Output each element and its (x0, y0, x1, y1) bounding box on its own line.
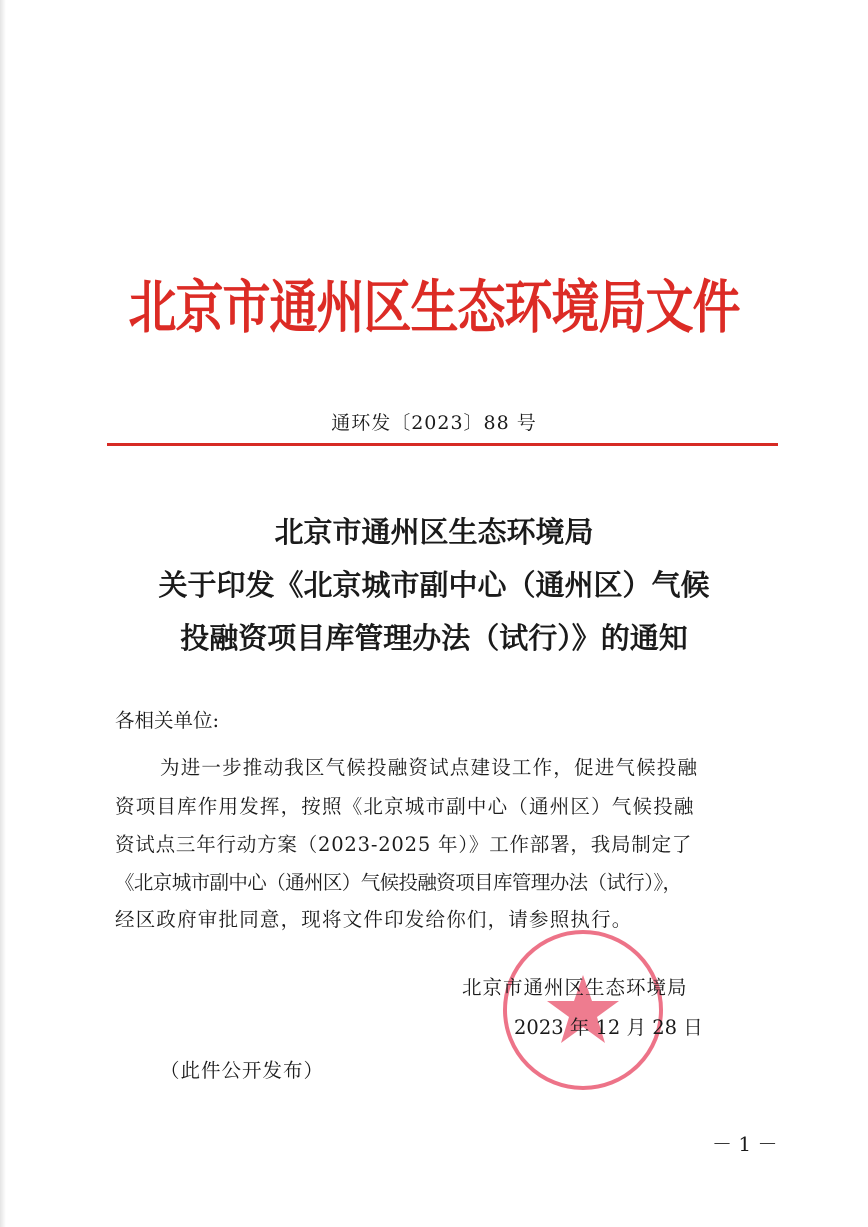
body-line: 为进一步推动我区气候投融资试点建设工作，促进气候投融 (160, 756, 699, 779)
notice-title-line-1: 北京市通州区生态环境局 (274, 515, 594, 549)
page-number: － 1 － (712, 1132, 778, 1156)
official-seal (498, 925, 668, 1095)
notice-title-line-2: 关于印发《北京城市副中心（通州区）气候 (158, 568, 710, 602)
signature-date: 2023 年 12 月 28 日 (514, 1016, 703, 1039)
notice-title-line-3: 投融资项目库管理办法（试行）》的通知 (180, 621, 688, 655)
document-number: 通环发〔2023〕88 号 (331, 412, 537, 434)
body-line: 经区政府审批同意，现将文件印发给你们，请参照执行。 (115, 908, 633, 931)
scan-edge (0, 0, 6, 1227)
signature-org: 北京市通州区生态环境局 (462, 976, 688, 999)
document-header: 北京市通州区生态环境局文件 (128, 274, 740, 342)
salutation: 各相关单位: (115, 709, 220, 732)
publication-note: （此件公开发布） (160, 1059, 325, 1082)
body-line: 《北京城市副中心（通州区）气候投融资项目库管理办法（试行）》， (115, 871, 682, 894)
red-divider (107, 443, 778, 446)
body-line: 资试点三年行动方案（2023-2025 年）》工作部署，我局制定了 (115, 833, 693, 856)
body-line: 资项目库作用发挥，按照《北京城市副中心（通州区）气候投融 (115, 795, 695, 818)
